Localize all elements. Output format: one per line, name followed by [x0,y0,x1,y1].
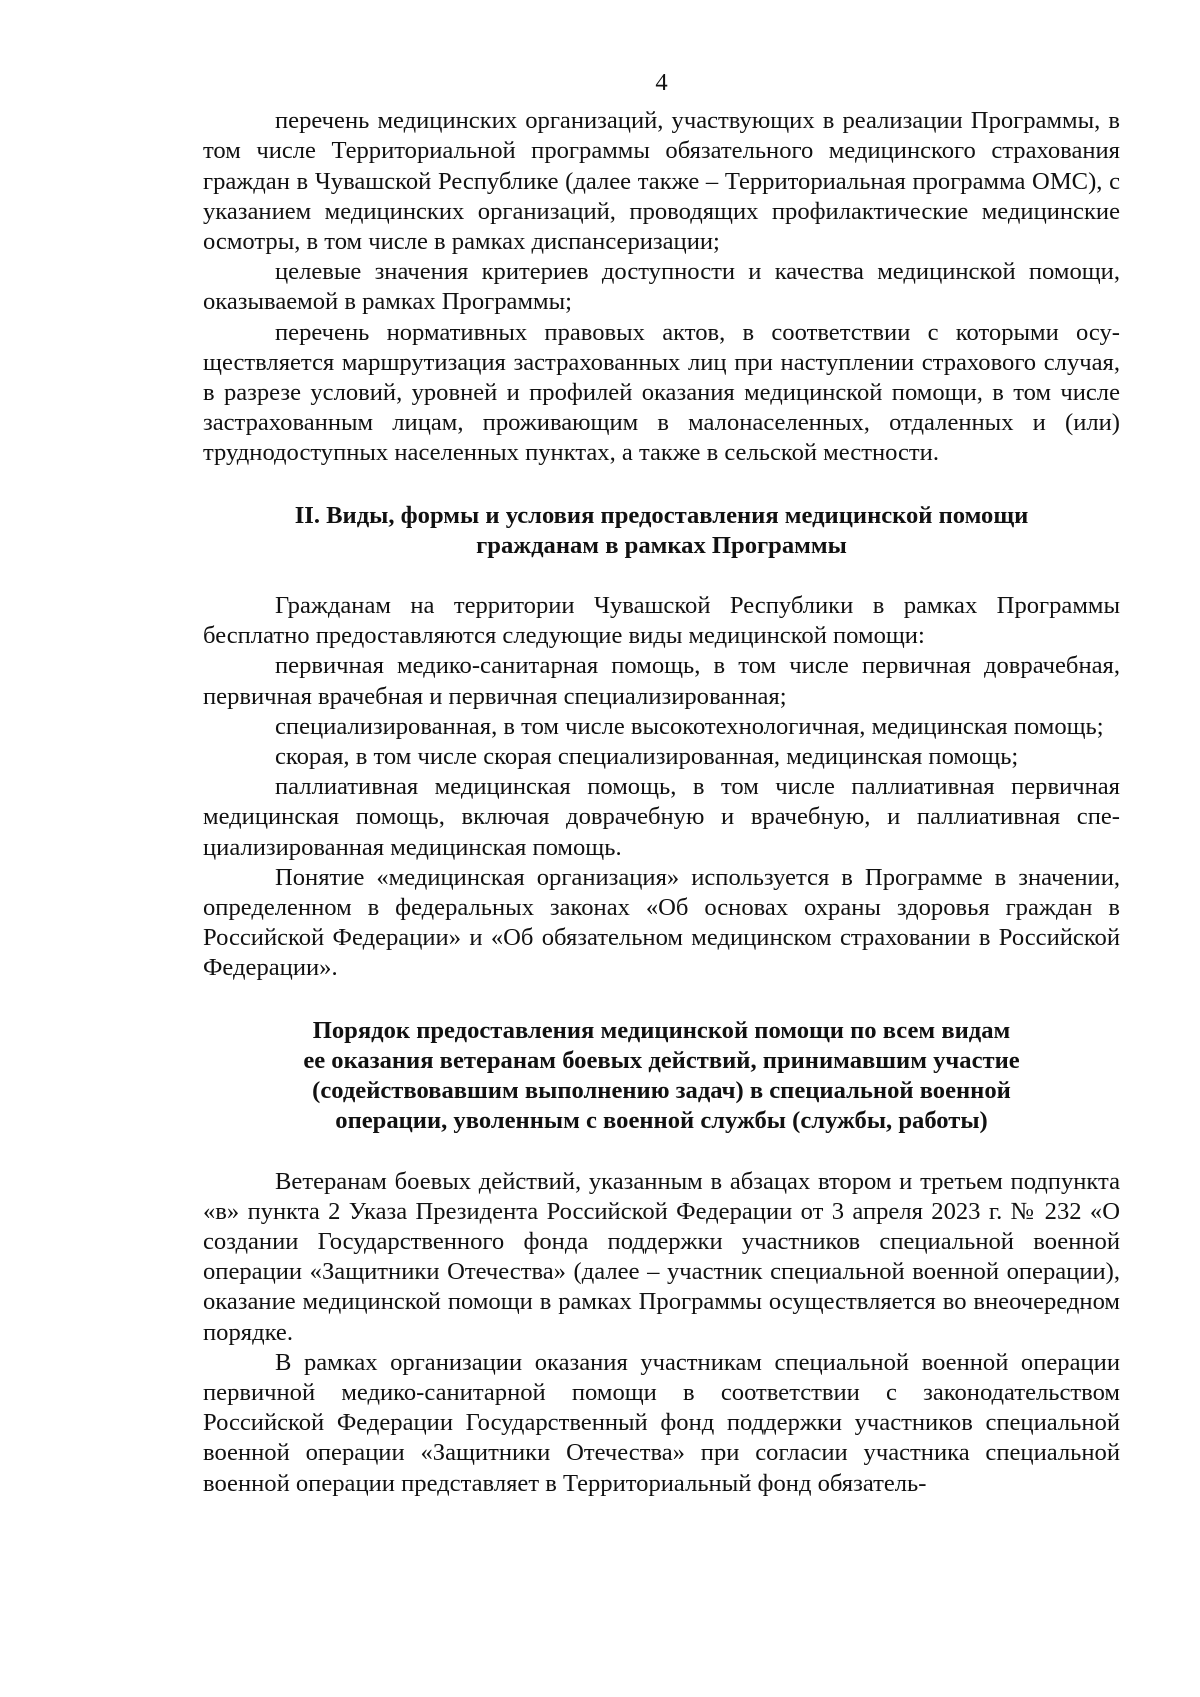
page-number: 4 [655,69,668,96]
intro-paragraph-1: перечень медицинских организаций, участвующих в реализации Программы, в том числе Территориальной программы обязательного медицинского страхования граждан в Чувашской Республике (далее также – Территориальная программа ОМС), с указанием медицинских организаций, проводящих профилактические медицинские осмотры, в том числе в рамках диспансеризации; [203,107,1120,256]
spacer [203,1137,1120,1167]
intro-paragraph-2: целевые значения критериев доступности и качества медицинской помощи, оказываемой в рамках Программы; [203,258,1120,316]
section-3-paragraph-2: В рамках организации оказания участникам специальной военной операции первичной медико-санитарной помощи в соответствии с законодательством Российской Федерации Государственный фонд поддержки участников специальной военной операции «Защитники Отечества» при согласии участника специальной военной операции представляет в Территориальный фонд обязатель- [203,1348,1120,1497]
section-2-paragraph-6: Понятие «медицинская организация» используется в Программе в значении, определенном в федеральных законах «Об основах охраны здоровья граждан в Российской Федерации» и «Об обязательном медицинском страховании в Российской Федерации». [203,863,1120,982]
spacer [203,561,1120,591]
section-2-paragraph-3: специализированная, в том числе высокотехнологичная, медицинская помощь; [275,712,1104,740]
section-3-heading-line-2: ее оказания ветеранам боевых действий, принимавшим участие [303,1046,1020,1074]
section-3-paragraph-1: Ветеранам боевых действий, указанным в абзацах втором и третьем подпункта «в» пункта 2 Указа Президента Российской Федерации от 3 апреля 2023 г. № 232 «О создании Государственного фонда поддержки участников специальной военной операции «Защитники Отечества» (далее – участник специальной военной операции), оказание медицинской помощи в рамках Программы осуществляется во внеочередном порядке. [203,1167,1120,1346]
section-3-body [203,1167,1120,1499]
section-3-heading-line-1: Порядок предоставления медицинской помощи по всем видам [312,1016,1011,1044]
document-page [203,68,1120,1499]
section-3-heading-line-3: (содействовавшим выполнению задач) в специальной военной [312,1077,1011,1105]
intro-section [203,106,1120,468]
section-2-paragraph-5: паллиативная медицинская помощь, в том числе паллиативная первичная медицинская помощь, включая доврачебную и врачебную, и паллиативная специализированная медицинская помощь. [203,773,1120,861]
spacer [203,984,1120,1016]
section-2-body [203,591,1120,984]
section-2-paragraph-4: скорая, в том числе скорая специализированная, медицинская помощь; [275,743,1019,771]
section-2-heading-line-1: II. Виды, формы и условия предоставления медицинской помощи [294,501,1029,529]
section-3-heading-line-4: операции, уволенным с военной службы (службы, работы) [335,1107,988,1135]
section-3-heading [203,1016,1120,1137]
section-2-heading-line-2: гражданам в рамках Программы [476,531,847,559]
intro-paragraph-3: перечень нормативных правовых актов, в соответствии с которыми осуществляется маршрутизация застрахованных лиц при наступлении страхового случая, в разрезе условий, уровней и профилей оказания медицинской помощи, в том числе застрахованным лицам, проживающим в малонаселенных, отдаленных и (или) труднодоступных населенных пунктах, а также в сельской местности. [203,318,1120,467]
section-2-heading [203,501,1120,561]
section-2-paragraph-2: первичная медико-санитарная помощь, в том числе первичная доврачебная, первичная врачебная и первичная специализированная; [203,652,1120,710]
section-2-paragraph-1: Гражданам на территории Чувашской Республики в рамках Программы бесплатно предоставляются следующие виды медицинской помощи: [203,592,1120,650]
spacer [203,469,1120,501]
